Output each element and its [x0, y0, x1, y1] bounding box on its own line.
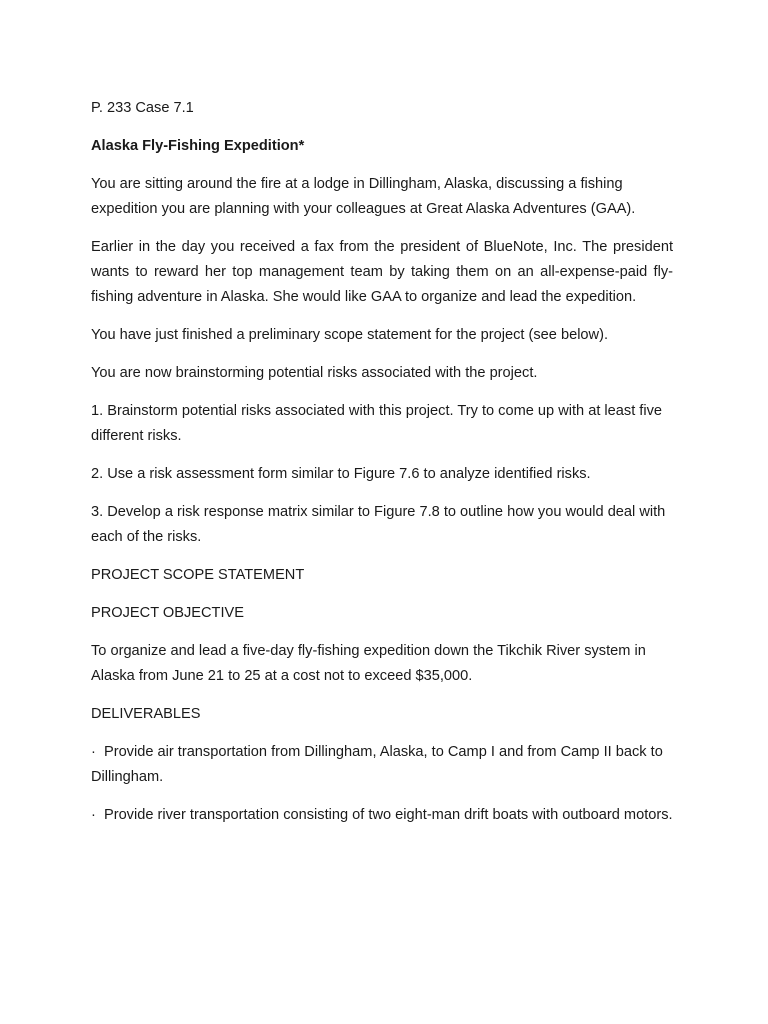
fax-paragraph: Earlier in the day you received a fax from the president of BlueNote, Inc. The president wants to reward her top management team by taking them on an all-expense-paid fly-fishing adventure in Alaska. She would like GAA to organize and lead the expedition. [91, 239, 673, 305]
deliverables-heading: DELIVERABLES [91, 706, 201, 722]
document-page [91, 96, 673, 841]
objective-heading: PROJECT OBJECTIVE [91, 605, 244, 621]
task-item: 1. Brainstorm potential risks associated with this project. Try to come up with at least five different risks. [91, 403, 663, 444]
objective-paragraph: To organize and lead a five-day fly-fishing expedition down the Tikchik River system in Alaska from June 21 to 25 at a cost not to exceed $35,000. [91, 643, 646, 684]
case-title: Alaska Fly-Fishing Expedition* [91, 138, 305, 154]
task-item: 3. Develop a risk response matrix similar to Figure 7.8 to outline how you would deal with each of the risks. [91, 504, 666, 545]
intro-paragraph: You are sitting around the fire at a lodge in Dillingham, Alaska, discussing a fishing expedition you are planning with your colleagues at Great Alaska Adventures (GAA). [91, 176, 636, 217]
case-reference: P. 233 Case 7.1 [91, 100, 194, 116]
scope-done-paragraph: You have just finished a preliminary scope statement for the project (see below). [91, 327, 609, 343]
scope-statement-heading: PROJECT SCOPE STATEMENT [91, 567, 305, 583]
brainstorm-paragraph: You are now brainstorming potential risks associated with the project. [91, 365, 538, 381]
task-item: 2. Use a risk assessment form similar to Figure 7.6 to analyze identified risks. [91, 466, 591, 482]
deliverable-item: · Provide river transportation consisting of two eight-man drift boats with outboard motors. [91, 807, 673, 823]
deliverable-item: · Provide air transportation from Dillingham, Alaska, to Camp I and from Camp II back to Dillingham. [91, 744, 667, 785]
